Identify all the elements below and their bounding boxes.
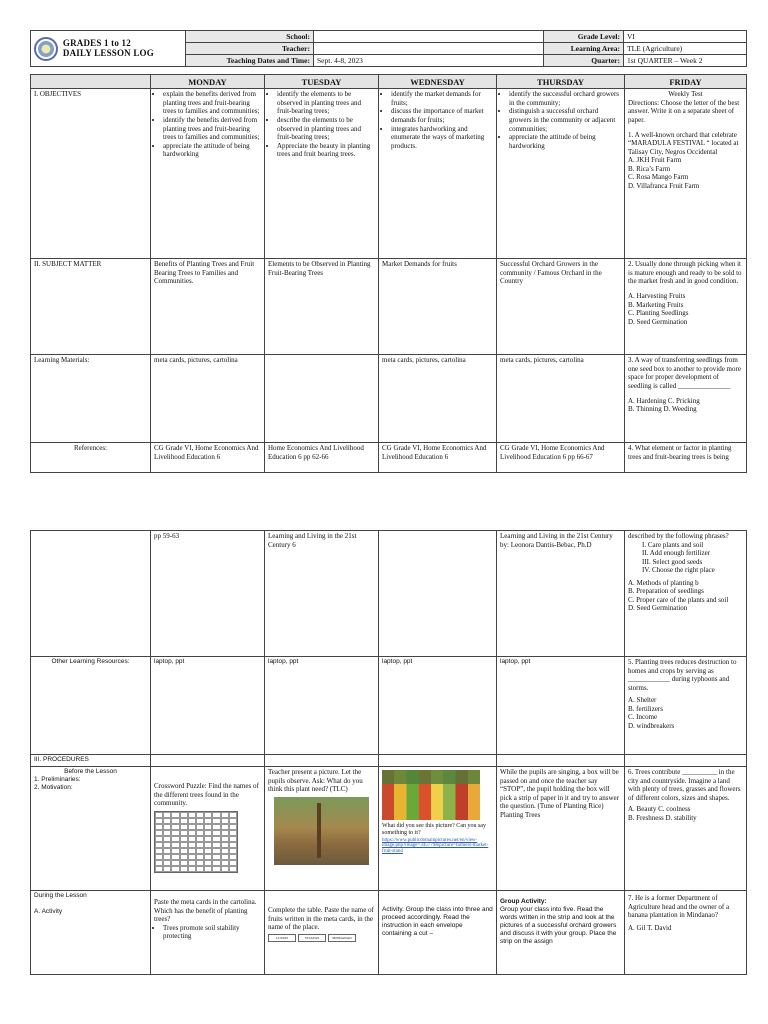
school-label: School: (186, 31, 314, 43)
objective-item: • discuss the importance of market demands for fruits; (391, 107, 493, 124)
crossword-cell (163, 866, 171, 872)
before-monday (151, 767, 265, 891)
q2-choice-b: B. Marketing Fruits (628, 300, 684, 309)
before-wednesday (379, 767, 497, 891)
objective-item: • identify the market demands for fruits; (391, 90, 493, 107)
region-table (268, 934, 375, 942)
table-instruction: Complete the table. Paste the name of fruits written in the meta cards, in the name of the place. (268, 906, 374, 932)
subject-thursday: Successful Orchard Growers in the community / Famous Orchard in the Country (497, 259, 625, 355)
q1-choice-c: C. Rosa Mango Farm (628, 173, 689, 182)
references-monday: CG Grade VI, Home Economics And Livelihood Education 6 (151, 443, 265, 473)
col-luzon: LUZON (268, 934, 296, 942)
during-friday (625, 891, 747, 975)
q1-choice-a: A. JKH Fruit Farm (628, 156, 682, 165)
learning-materials-label: Learning Materials: (31, 355, 151, 443)
q5-prompt: 5. Planting trees reduces destruction to homes and crops by serving as ____________ during typhoons and storms. (628, 658, 737, 692)
paste-instruction: Paste the meta cards in the cartolina. Which has the benefit of planting trees? (154, 898, 257, 924)
objective-item: • appreciate the attitude of being hardworking (509, 133, 621, 150)
q2-choice-a: A. Harvesting Fruits (628, 292, 686, 301)
logo-block (31, 31, 186, 67)
plant-photo (274, 797, 369, 865)
refs-cont-tuesday: Learning and Living in the 21st Century 6 (265, 531, 379, 657)
objective-item: • Appreciate the beauty in planting trees and fruit bearing trees. (277, 142, 375, 159)
subject-wednesday: Market Demands for fruits (379, 259, 497, 355)
refs-cont-thursday: Learning and Living in the 21st Century by: Leonora Dantis-Bebac, Ph.D (497, 531, 625, 657)
learning-area-label: Learning Area: (544, 43, 624, 55)
teacher-label: Teacher: (186, 43, 314, 55)
q7-choice-a: A. Gil T. David (628, 923, 672, 932)
during-wednesday (379, 891, 497, 975)
q6-choices-bd: B. Freshness D. stability (628, 813, 697, 822)
other-friday (625, 657, 747, 755)
crossword-cell (171, 866, 179, 872)
crossword-cell (180, 866, 188, 872)
other-resources-label: Other Learning Resources: (31, 657, 151, 755)
photo-source-link[interactable]: https://www.publicdomainpictures.net/en/view-image.php?image=345779&picture=farmers-market-fruit-stand (382, 837, 489, 854)
q4-choice-b: B. Preparation of seedlings (628, 587, 704, 596)
materials-wednesday: meta cards, pictures, cartolina (379, 355, 497, 443)
q3-choices-ac: A. Hardening C. Pricking (628, 396, 700, 405)
objective-item: • integrates hardworking and enumerate the ways of marketing products. (391, 125, 493, 151)
preliminaries-label: 1. Preliminaries: (34, 775, 81, 783)
subject-monday: Benefits of Planting Trees and Fruit Bearing Trees to Families and Communities. (151, 259, 265, 355)
q6-choices-ac: A. Beauty C. coolness (628, 805, 691, 814)
before-thursday: While the pupils are singing, a box will be passed on and once the teacher say “STOP”, the pupil holding the box will pick a strip of paper in it and try to answer the question. (Tune of Planting Rice) Planting Trees (497, 767, 625, 891)
corner-cell (31, 75, 151, 89)
picture-prompt: Teacher present a picture. Let the pupils observe. Ask: What do you think this plant need? (TLC) (268, 768, 363, 794)
materials-monday: meta cards, pictures, cartolina (151, 355, 265, 443)
before-lesson-cell (31, 767, 151, 891)
lesson-table-page-2 (30, 530, 747, 975)
objective-item: • identify the elements to be observed in planting trees and fruit-bearing trees; (277, 90, 375, 116)
activity-label: A. Activity (34, 907, 63, 915)
references-wednesday: CG Grade VI, Home Economics And Livelihood Education 6 (379, 443, 497, 473)
references-tuesday: Home Economics And Livelihood Education 6 pp 62-66 (265, 443, 379, 473)
teaching-dates-label: Teaching Dates and Time: (186, 55, 314, 67)
before-friday (625, 767, 747, 891)
other-tuesday: laptop, ppt (265, 657, 379, 755)
other-monday: laptop, ppt (151, 657, 265, 755)
objective-item: • appreciate the attitude of being hardworking (163, 142, 261, 159)
materials-thursday: meta cards, pictures, cartolina (497, 355, 625, 443)
crossword-cell (196, 866, 204, 872)
before-lesson-label: Before the Lesson (64, 768, 117, 775)
day-friday: FRIDAY (625, 75, 747, 89)
group-activity-text: Group your class into five. Read the words written in the strip and look at the pictures of a successful orchard growers and discuss it with your group. Place the strip on the assign (500, 905, 617, 945)
fruit-market-photo (382, 770, 480, 820)
subject-friday (625, 259, 747, 355)
refs-cont-monday: pp 59-63 (151, 531, 265, 657)
materials-friday (625, 355, 747, 443)
during-lesson-label: During the Lesson (34, 892, 87, 899)
refs-cont-wednesday (379, 531, 497, 657)
subject-matter-label: II. SUBJECT MATTER (31, 259, 151, 355)
q4-item-1: I. Care plants and soil (642, 540, 704, 549)
grade-level-label: Grade Level: (544, 31, 624, 43)
crossword-grid-image (154, 811, 238, 873)
objective-item: • distinguish a successful orchard growers in the community or adjacent communities; (509, 107, 621, 133)
market-photo-question: What did you see this picture? Can you say something to it? (382, 823, 486, 837)
q3-choices-bd: B. Thinning D. Weeding (628, 405, 697, 414)
refs-cont-label (31, 531, 151, 657)
crossword-cell (155, 866, 163, 872)
teacher-value (314, 43, 544, 55)
during-lesson-cell (31, 891, 151, 975)
q4-choice-c: C. Proper care of the plants and soil (628, 595, 729, 604)
q5-choice-b: B. fertilizers (628, 704, 663, 713)
lesson-log-page-1 (30, 30, 746, 473)
q2-choice-c: C. Planting Seedlings (628, 309, 689, 318)
deped-seal-icon (34, 37, 58, 61)
other-wednesday: laptop, ppt (379, 657, 497, 755)
q5-choice-d: D. windbreakers (628, 721, 675, 730)
group-activity-title: Group Activity: (500, 898, 547, 905)
other-thursday: laptop, ppt (497, 657, 625, 755)
objective-item: • describe the elements to be observed in planting trees and fruit-bearing trees; (277, 116, 375, 142)
q1-choice-d: D. Villafranca Fruit Farm (628, 181, 700, 190)
references-label: References: (31, 443, 151, 473)
objective-item: • identify the benefits derived from planting trees and fruit-bearing trees to families and communities; (163, 116, 261, 142)
during-thursday (497, 891, 625, 975)
q1-choice-b: B. Rica’s Farm (628, 164, 671, 173)
crossword-cell (204, 866, 212, 872)
quarter-label: Quarter: (544, 55, 624, 67)
objectives-thursday (497, 89, 625, 259)
objectives-label: I. OBJECTIVES (31, 89, 151, 259)
header-table (30, 30, 747, 67)
grade-level-value: VI (624, 31, 747, 43)
references-friday: 4. What element or factor in planting trees and fruit-bearing trees is being (625, 443, 747, 473)
lesson-log-page-2 (30, 530, 746, 975)
motivation-label: 2. Motivation: (34, 783, 73, 791)
lesson-table-page-1 (30, 74, 747, 473)
objective-item: • identify the successful orchard growers in the community; (509, 90, 621, 107)
during-tuesday (265, 891, 379, 975)
test-directions: Directions: Choose the letter of the best answer. Write it on a separate sheet of paper. (628, 98, 740, 125)
crossword-cell (229, 866, 237, 872)
q6-prompt: 6. Trees contribute __________ in the city and countryside. Imagine a land with plenty of trees, grasses and flowers of different colors, sizes and shapes. (628, 768, 741, 802)
logo-line-2: DAILY LESSON LOG (62, 47, 154, 58)
teaching-dates-value: Sept. 4-8, 2023 (314, 55, 544, 67)
q4-choice-a: A. Methods of planting b (628, 578, 699, 587)
q4-item-4: IV. Choose the right place (642, 566, 715, 575)
weekly-test-title: Weekly Test (668, 90, 703, 99)
test-question-2: 2. Usually done through picking when it is mature enough and ready to be sold to the market fresh and in good condition. (628, 260, 742, 286)
objectives-tuesday (265, 89, 379, 259)
q5-choice-a: A. Shelter (628, 696, 657, 705)
q4-item-3: III. Select good seeds (642, 557, 703, 566)
objective-item: • explain the benefits derived from planting trees and fruit-bearing trees to families and communities; (163, 90, 261, 116)
objectives-friday (625, 89, 747, 259)
learning-area-value: TLE (Agriculture) (624, 43, 747, 55)
day-wednesday: WEDNESDAY (379, 75, 497, 89)
objectives-monday (151, 89, 265, 259)
group-instruction: Activity. Group the class into three and proceed accordingly. Read the instruction in each envelope containing a cut – (382, 906, 493, 937)
q4-choice-d: D. Seed Germination (628, 604, 688, 613)
procedures-label: III. PROCEDURES (31, 755, 151, 767)
day-thursday: THURSDAY (497, 75, 625, 89)
materials-tuesday (265, 355, 379, 443)
crossword-cell (212, 866, 220, 872)
test-question-3: 3. A way of transferring seedlings from one seed box to another to provide more space for proper development of seedling is called _______________ (628, 356, 741, 391)
q4-item-2: II. Add enough fertilizer (642, 549, 711, 558)
benefit-bullet: • Trees promote soil stability protecting (163, 924, 261, 941)
logo-line-1: GRADES 1 to 12 (62, 37, 131, 48)
q5-choice-c: C. Income (628, 713, 658, 722)
references-thursday: CG Grade VI, Home Economics And Livelihood Education 6 pp 66-67 (497, 443, 625, 473)
refs-cont-friday (625, 531, 747, 657)
before-tuesday (265, 767, 379, 891)
day-tuesday: TUESDAY (265, 75, 379, 89)
col-mindanao: MINDANAO (328, 934, 356, 942)
school-value (314, 31, 544, 43)
q7-prompt: 7. He is a former Department of Agriculture head and the owner of a banana plantation in Mindanao? (628, 894, 730, 920)
q2-choice-d: D. Seed Germination (628, 317, 688, 326)
objectives-wednesday (379, 89, 497, 259)
during-monday (151, 891, 265, 975)
crossword-cell (188, 866, 196, 872)
quarter-value: 1st QUARTER – Week 2 (624, 55, 747, 67)
crossword-cell (221, 866, 229, 872)
crossword-instruction: Crossword Puzzle: Find the names of the different trees found in the community. (154, 782, 259, 808)
test-question-1: 1. A well-known orchard that celebrate “MARADULA FESTIVAL “ located at Talisay City, Negros Occidental (628, 130, 739, 156)
q4-prompt: described by the following phrases? (628, 532, 729, 540)
col-visayas: VISAYAS (298, 934, 326, 942)
subject-tuesday: Elements to be Observed in Planting Fruit-Bearing Trees (265, 259, 379, 355)
day-monday: MONDAY (151, 75, 265, 89)
